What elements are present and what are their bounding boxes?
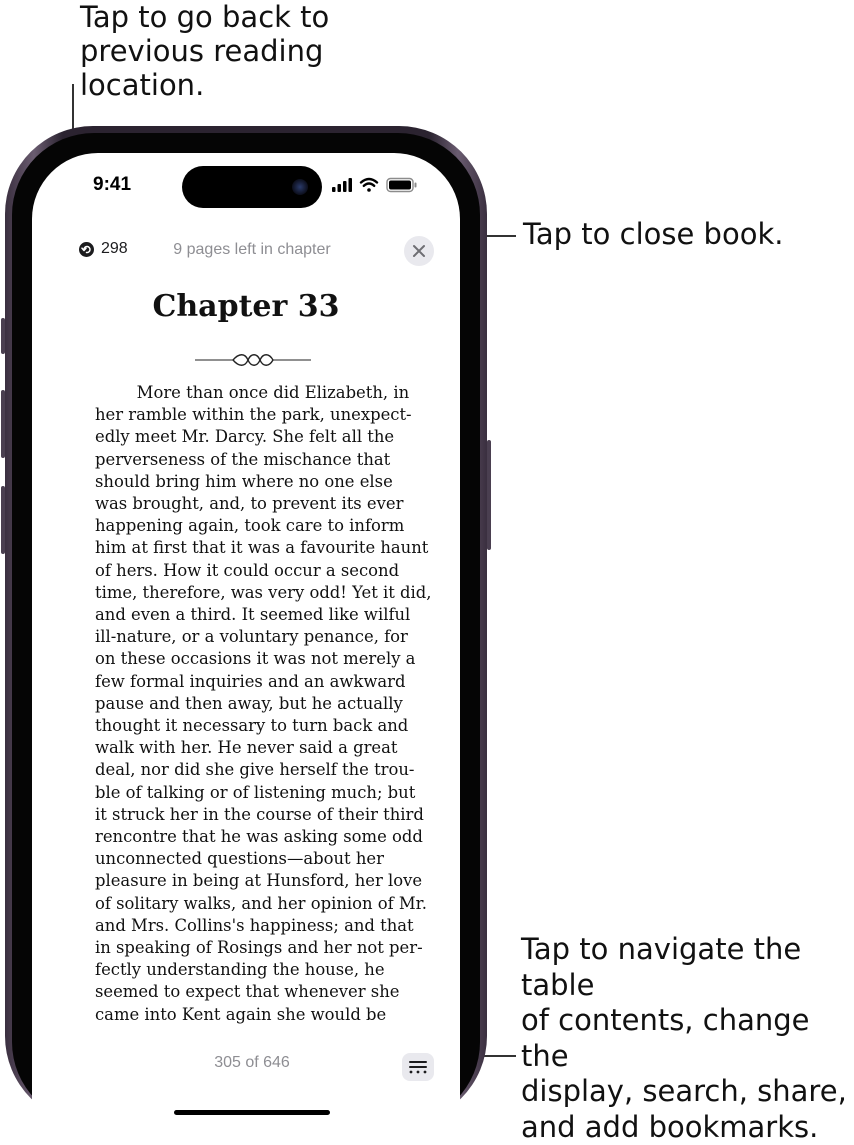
chapter-title: Chapter 33 [152, 289, 340, 324]
chapter-body-text [95, 382, 435, 1026]
callout-close: Tap to close book. [523, 217, 784, 251]
body-text-line: him at first that it was a favourite haunt [95, 538, 429, 558]
body-text-line: unconnected questions—about her [95, 849, 384, 869]
phone-bezel [12, 133, 480, 1124]
body-text-line: in speaking of Rosings and her not per- [95, 938, 423, 958]
body-text-line: pleasure in being at Hunsford, her love [95, 871, 423, 891]
cellular-signal-icon [332, 178, 352, 192]
home-indicator [174, 1110, 330, 1115]
body-text-line: ble of talking or of listening much; but [95, 782, 416, 802]
back-to-location-button[interactable] [79, 240, 128, 258]
body-text-line: fectly understanding the house, he [95, 960, 385, 980]
close-icon [412, 244, 426, 258]
body-text-line: of solitary walks, and her opinion of Mr. [95, 893, 427, 913]
page-count: 305 of 646 [214, 1054, 290, 1071]
body-text-line: was brought, and, to prevent its ever [95, 494, 404, 514]
body-text-line: it struck her in the course of their third [95, 804, 424, 824]
dynamic-island [182, 166, 322, 208]
status-icons [332, 176, 422, 194]
callout-back: Tap to go back to previous reading location. [80, 0, 330, 102]
reader-menu-button[interactable] [402, 1053, 434, 1081]
menu-icon [409, 1060, 427, 1074]
body-text-line: rencontre that he was asking some odd [95, 827, 423, 847]
body-text-line: came into Kent again she would be [95, 1004, 387, 1024]
body-text-line: pause and then away, but he actually [95, 693, 403, 713]
body-text-line: perverseness of the mischance that [95, 449, 391, 469]
body-text-line: happening again, took care to inform [95, 516, 405, 536]
body-text-line: her ramble within the park, unexpect- [95, 405, 412, 425]
body-text-line: should bring him where no one else [95, 471, 393, 491]
camera-icon [292, 179, 308, 195]
phone-frame [5, 126, 487, 1124]
pages-left-label: 9 pages left in chapter [173, 241, 331, 258]
body-text-line: of hers. How it could occur a second [95, 560, 400, 580]
body-text-line: and Mrs. Collins's happiness; and that [95, 915, 414, 935]
book-screen [32, 153, 460, 1124]
body-text-line: few formal inquiries and an awkward [95, 671, 406, 691]
body-text-line: edly meet Mr. Darcy. She felt all the [95, 427, 395, 447]
side-button [487, 440, 491, 550]
status-time: 9:41 [93, 174, 132, 195]
body-text-line: on these occasions it was not merely a [95, 649, 416, 669]
body-text-line: time, therefore, was very odd! Yet it did, [95, 582, 432, 602]
body-text-line: ill-nature, or a voluntary penance, for [95, 627, 408, 647]
battery-icon [387, 179, 417, 192]
wifi-icon [361, 179, 377, 192]
close-book-button[interactable] [404, 236, 434, 266]
body-text-line: and even a third. It seemed like wilful [95, 605, 411, 625]
body-text-line: More than once did Elizabeth, in [95, 383, 410, 402]
back-page-number: 298 [101, 240, 128, 257]
body-text-line: deal, nor did she give herself the trou- [95, 760, 415, 780]
body-text-line: seemed to expect that whenever she [95, 982, 400, 1002]
callout-menu: Tap to navigate the table of contents, change the display, search, share, and add bookmarks. [521, 932, 847, 1144]
body-text-line: thought it necessary to turn back and [95, 716, 409, 736]
back-arrow-icon [79, 242, 94, 257]
body-text-line: walk with her. He never said a great [95, 738, 398, 758]
chapter-ornament [195, 352, 311, 368]
